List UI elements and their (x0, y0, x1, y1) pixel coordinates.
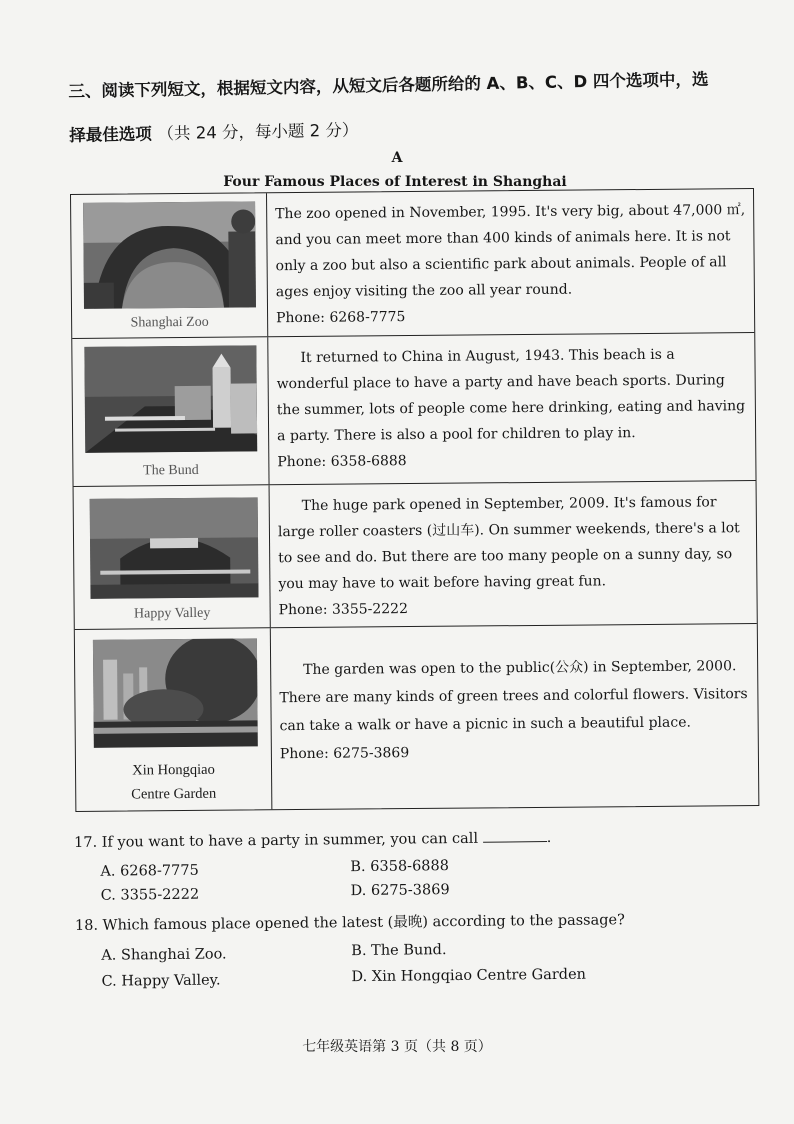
option-b[interactable]: B. 6358-6888 (350, 858, 450, 876)
question-18-options (75, 933, 766, 994)
instruction-points: （共 24 分，每小题 2 分） (157, 120, 359, 144)
caption-line-1: Xin Hongqiao (132, 761, 215, 779)
question-17-text: 17. If you want to have a party in summer, you can call (74, 830, 479, 851)
answer-blank[interactable] (483, 829, 547, 843)
the-bund-photo (84, 345, 257, 452)
shanghai-zoo-description: The zoo opened in November, 1995. It's very big, about 47,000 ㎡, and you can meet more than 400 kinds of animals here. It is not only a zoo but also a scientific park about animals. People of all ages enjoy visiting the zoo all year round. (275, 202, 746, 301)
option-a[interactable]: A. Shanghai Zoo. (101, 946, 227, 964)
xin-hongqiao-garden-text-cell (279, 652, 750, 768)
option-d[interactable]: D. 6275-3869 (350, 882, 450, 900)
image-cell (71, 193, 268, 338)
happy-valley-photo (90, 497, 259, 598)
the-bund-phone: Phone: 6358-6888 (277, 453, 407, 471)
option-b[interactable]: B. The Bund. (351, 942, 447, 960)
passage-letter: A (391, 150, 403, 166)
the-bund-text-cell (276, 341, 747, 475)
question-17-end: . (546, 830, 552, 847)
question-17-stem (74, 829, 551, 851)
happy-valley-phone: Phone: 3355-2222 (278, 601, 409, 619)
table-title: Four Famous Places of Interest in Shanghai (223, 174, 567, 190)
places-table (70, 188, 759, 812)
xin-hongqiao-garden-photo (93, 638, 258, 747)
question-18-stem: 18. Which famous place opened the latest (最晚) according to the passage? (74, 912, 625, 934)
image-cell (74, 485, 271, 629)
option-c[interactable]: C. Happy Valley. (101, 972, 221, 990)
shanghai-zoo-photo (83, 201, 256, 308)
table-row-xin-hongqiao-garden (75, 624, 759, 811)
table-row-the-bund (72, 333, 755, 487)
table-row-happy-valley (74, 481, 757, 630)
page-footer: 七年级英语第 3 页（共 8 页） (302, 1039, 492, 1055)
the-bund-description: It returned to China in August, 1943. This beach is a wonderful place to have a party and have beach sports. During the summer, lots of people come here drinking, eating and having a party. There is also a pool for children to play in. (276, 346, 746, 445)
shanghai-zoo-text-cell (275, 197, 746, 331)
image-cell (72, 337, 269, 486)
option-d[interactable]: D. Xin Hongqiao Centre Garden (351, 966, 587, 986)
the-bund-caption: The Bund (143, 462, 199, 479)
option-a[interactable]: A. 6268-7775 (100, 862, 199, 880)
instruction-line-2-bold: 择最佳选项 (69, 124, 152, 145)
instruction-line-1: 三、阅读下列短文，根据短文内容，从短文后各题所给的 A、B、C、D 四个选项中，选 (68, 69, 709, 101)
happy-valley-description: The huge park opened in September, 2009. It's famous for large roller coasters (过山车). On summer weekends, there's a lot to see and do. But there are too many people on a sunny day, so you may have to wait before having great fun. (277, 494, 740, 593)
questions (74, 827, 766, 994)
xin-hongqiao-garden-caption (76, 757, 271, 807)
xin-hongqiao-garden-phone: Phone: 6275-3869 (279, 745, 410, 763)
happy-valley-text-cell (278, 489, 749, 623)
caption-line-2: Centre Garden (131, 785, 217, 803)
image-cell (75, 628, 273, 811)
question-17-options (74, 853, 764, 908)
option-c[interactable]: C. 3355-2222 (100, 886, 200, 904)
table-row-shanghai-zoo (71, 189, 754, 339)
shanghai-zoo-phone: Phone: 6268-7775 (276, 309, 406, 327)
shanghai-zoo-caption: Shanghai Zoo (130, 314, 209, 331)
section-instructions (68, 57, 730, 158)
xin-hongqiao-garden-description: The garden was open to the public(公众) in September, 2000. There are many kinds of green trees and colorful flowers. Visitors can take a walk or have a picnic in such a beautiful place. (279, 658, 748, 735)
happy-valley-caption: Happy Valley (133, 605, 211, 622)
